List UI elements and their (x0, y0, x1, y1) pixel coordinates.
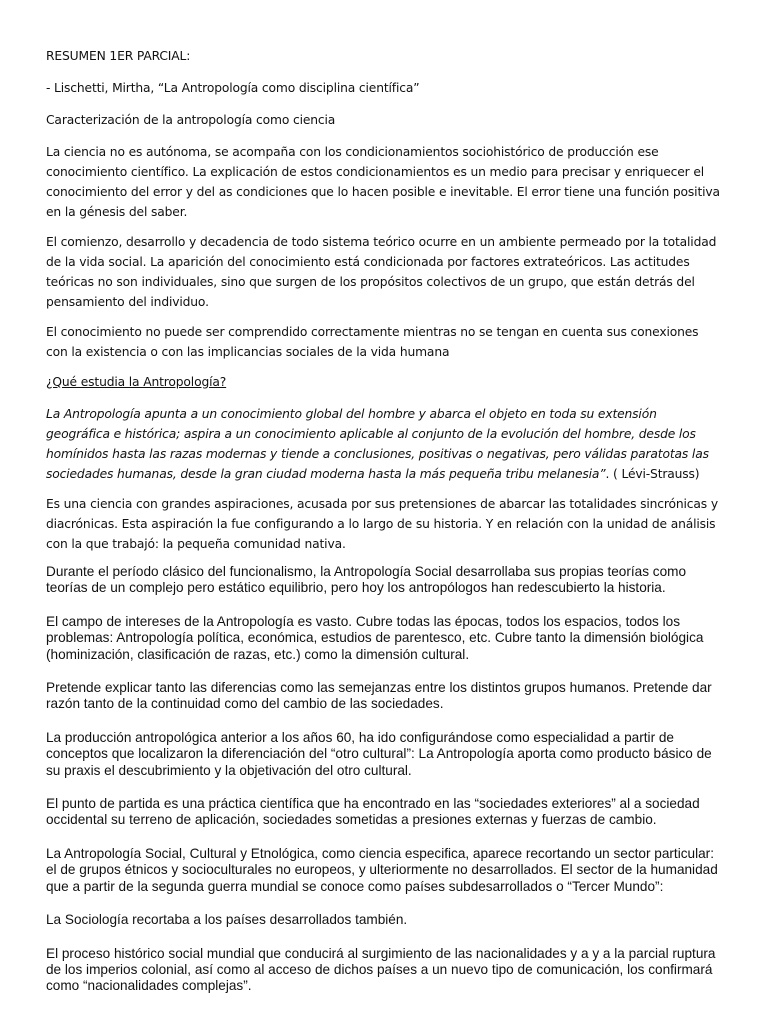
paragraph-science-autonomy: La ciencia no es autónoma, se acompaña con los condicionamientos sociohistórico de producción ese conocimiento científico. La explicación de estos condicionamientos es un medio para precisar y enriquecer el conocimiento del error y del as condiciones que lo hacen posible e inevitable. El error tiene una función positiva en la génesis del saber. (46, 145, 720, 219)
paragraph-differences: Pretende explicar tanto las diferencias como las semejanzas entre los distintos grupos humanos. Pretende dar razón tanto de la continuidad como del cambio de las sociedades. (46, 680, 712, 712)
author-line: - Lischetti, Mirtha, “La Antropología como disciplina científica” (46, 81, 420, 95)
underlined-heading-text: ¿Qué estudia la Antropología? (46, 375, 227, 389)
paragraph-field-of-interest: El campo de intereses de la Antropología es vasto. Cubre todas las épocas, todos los espacios, todos los problemas: Antropología política, económica, estudios de parentesco, etc. Cubre tanto la dimensión biológica (hominización, clasificación de razas, etc.) como la dimensión cultural. (46, 613, 704, 662)
quote-text: La Antropología apunta a un conocimiento global del hombre y abarca el objeto en toda su extensión geográfica e histórica; aspira a un conocimiento aplicable al conjunto de la evolución del hombre, desde los homínidos hasta las razas modernas y tiende a conclusiones, positivas o negativas, pero válidas paratotas las sociedades humanas, desde la gran ciudad moderna hasta la más pequeña tribu melanesia” (46, 407, 709, 481)
quote-attribution: . ( Lévi-Strauss) (605, 467, 700, 481)
paragraph-sociology: La Sociología recortaba a los países desarrollados también. (46, 912, 408, 928)
paragraph-starting-point: El punto de partida es una práctica científica que ha encontrado en las “sociedades exteriores” al a sociedad occidental su terreno de aplicación, sociedades sometidas a presiones externas y fuerzas de cambio. (46, 796, 700, 828)
paragraph-aspirations: Es una ciencia con grandes aspiraciones, acusada por sus pretensiones de abarcar las totalidades sincrónicas y diacrónicas. Esta aspiración la fue configurando a lo largo de su historia. Y en relación con la unidad de análisis con la que trabajó: la pequeña comunidad nativa. (46, 497, 718, 551)
quote-levi-strauss (46, 404, 722, 484)
paragraph-social-anthropology: La Antropología Social, Cultural y Etnológica, como ciencia especifica, aparece recortando un sector particular: el de grupos étnicos y socioculturales no europeos, y ulteriormente no desarrollados. El sector de la humanidad que a partir de la segunda guerra mundial se conoce como países subdesarrollados o “Tercer Mundo”: (46, 845, 718, 894)
paragraph-knowledge-connections: El conocimiento no puede ser comprendido correctamente mientras no se tengan en cuenta sus conexiones con la existencia o con las implicancias sociales de la vida humana (46, 325, 699, 359)
paragraph-functionalism: Durante el período clásico del funcionalismo, la Antropología Social desarrollaba sus propias teorías como teorías de un complejo pero estático equilibrio, pero hoy los antropólogos han redescubierto la historia. (46, 564, 687, 596)
paragraph-historical-process: El proceso histórico social mundial que conducirá al surgimiento de las nacionalidades y a y a la parcial ruptura de los imperios colonial, así como al acceso de dichos países a un nuevo tipo de comunicación, los confirmará como “nacionalidades complejas”. (46, 945, 716, 994)
document-title: RESUMEN 1ER PARCIAL: (46, 49, 191, 63)
paragraph-theoretical-systems: El comienzo, desarrollo y decadencia de todo sistema teórico ocurre en un ambiente permeado por la totalidad de la vida social. La aparición del conocimiento está condicionada por factores extrateóricos. Las actitudes teóricas no son individuales, sino que surgen de los propósitos colectivos de un grupo, que están detrás del pensamiento del individuo. (46, 235, 717, 309)
section-heading-characterization: Caracterización de la antropología como ciencia (46, 113, 336, 127)
section-heading-what-studies (46, 372, 722, 392)
paragraph-production-60s: La producción antropológica anterior a los años 60, ha ido configurándose como especialidad a partir de conceptos que localizaron la diferenciación del “otro cultural”: La Antropología aporta como producto básico de su praxis el descubrimiento y la objetivación del otro cultural. (46, 729, 712, 778)
